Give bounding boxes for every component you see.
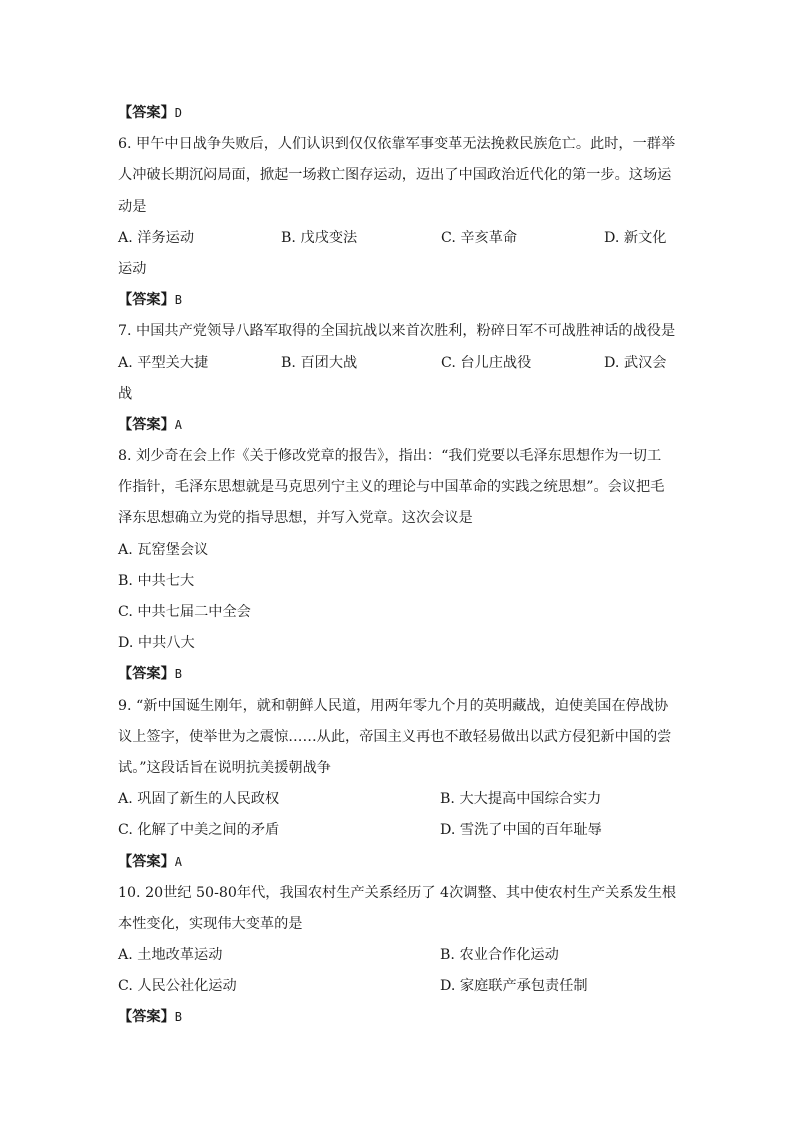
option-a: A. 平型关大捷 bbox=[118, 354, 209, 371]
question-8-stem-line-1: 8. 刘少奇在会上作《关于修改党章的报告》，指出：“我们党要以毛泽东思想作为一切工 bbox=[118, 448, 662, 465]
exam-page bbox=[118, 98, 678, 1034]
option-b: B. 大大提高中国综合实力 bbox=[440, 791, 602, 808]
question-8-option-b: B. 中共七大 bbox=[118, 572, 195, 589]
option-c: C. 化解了中美之间的矛盾 bbox=[118, 822, 280, 839]
question-8-stem-line-3: 泽东思想确立为党的指导思想，并写入党章。这次会议是 bbox=[118, 510, 473, 527]
question-8-option-c: C. 中共七届二中全会 bbox=[118, 604, 251, 620]
question-6-option-wrap: 运动 bbox=[118, 260, 147, 277]
answer-value: A bbox=[174, 854, 182, 869]
question-10-stem-line-1: 10. 20世纪 50-80年代，我国农村生产关系经历了 4次调整、其中使农村生产关系发生根 bbox=[118, 884, 677, 901]
option-d: D. 雪洗了中国的百年耻辱 bbox=[440, 822, 602, 839]
answer-label: 【答案】 bbox=[118, 292, 175, 309]
question-8-option-d: D. 中共八大 bbox=[118, 635, 195, 652]
question-6-stem-line-1: 6. 甲午中日战争失败后，人们认识到仅仅依靠军事变革无法挽救民族危亡。此时，一群举 bbox=[118, 136, 676, 153]
answer-value: B bbox=[174, 667, 182, 682]
option-c: C. 辛亥革命 bbox=[441, 229, 518, 246]
answer-label: 【答案】 bbox=[118, 666, 175, 683]
answer-label: 【答案】 bbox=[118, 105, 175, 121]
answer-line-q7 bbox=[118, 410, 678, 441]
option-a: A. 巩固了新生的人民政权 bbox=[118, 791, 280, 808]
answer-value: A bbox=[174, 417, 182, 432]
answer-label: 【答案】 bbox=[118, 853, 175, 870]
question-9-options-row-1 bbox=[118, 784, 678, 815]
answer-line-q6 bbox=[118, 285, 678, 316]
question-9-stem-line-1: 9. “新中国诞生刚年，就和朝鲜人民道，用两年零九个月的英明藏战，迫使美国在停战协 bbox=[118, 697, 669, 714]
question-8-stem-line-2: 作指针，毛泽东思想就是马克思列宁主义的理论与中国革命的实践之统思想”。会议把毛 bbox=[118, 479, 665, 496]
question-6-options bbox=[118, 223, 678, 254]
option-a: A. 洋务运动 bbox=[118, 229, 195, 246]
option-d: D. 武汉会 bbox=[604, 354, 667, 371]
question-10-options-row-1 bbox=[118, 940, 678, 971]
option-c: C. 人民公社化运动 bbox=[118, 978, 237, 995]
question-7-stem-line-1: 7. 中国共产党领导八路军取得的全国抗战以来首次胜利，粉碎日军不可战胜神话的战役是 bbox=[118, 323, 676, 340]
question-6-stem-line-3: 动是 bbox=[118, 198, 147, 215]
question-9-stem-line-2: 议上签字，使举世为之震惊……从此，帝国主义再也不敢轻易做出以武方侵犯新中国的尝 bbox=[118, 728, 672, 745]
option-b: B. 农业合作化运动 bbox=[440, 947, 559, 964]
question-8-option-a: A. 瓦窑堡会议 bbox=[118, 541, 209, 558]
question-7-options bbox=[118, 348, 678, 379]
question-10-options-row-2 bbox=[118, 971, 678, 1002]
answer-label: 【答案】 bbox=[118, 1009, 175, 1026]
question-10-stem-line-2: 本性变化，实现伟大变革的是 bbox=[118, 915, 303, 932]
option-b: B. 百团大战 bbox=[281, 354, 358, 371]
option-d: D. 家庭联产承包责任制 bbox=[440, 978, 588, 995]
answer-line-q10 bbox=[118, 1002, 678, 1033]
answer-line-q8 bbox=[118, 659, 678, 690]
question-9-options-row-2 bbox=[118, 815, 678, 846]
answer-value: B bbox=[174, 1010, 182, 1025]
answer-line-q5 bbox=[118, 98, 678, 129]
answer-label: 【答案】 bbox=[118, 416, 175, 433]
option-d: D. 新文化 bbox=[604, 229, 667, 246]
answer-line-q9 bbox=[118, 847, 678, 878]
answer-value: B bbox=[174, 293, 182, 308]
question-6-stem-line-2: 人冲破长期沉闷局面，掀起一场救亡图存运动，迈出了中国政治近代化的第一步。这场运 bbox=[118, 167, 672, 184]
answer-value: D bbox=[174, 106, 182, 120]
option-c: C. 台儿庄战役 bbox=[441, 354, 532, 371]
option-b: B. 戊戌变法 bbox=[281, 229, 358, 246]
question-7-option-wrap: 战 bbox=[118, 385, 133, 402]
option-a: A. 土地改革运动 bbox=[118, 947, 223, 964]
question-9-stem-line-3: 试。”这段话旨在说明抗美援朝战争 bbox=[118, 759, 331, 776]
